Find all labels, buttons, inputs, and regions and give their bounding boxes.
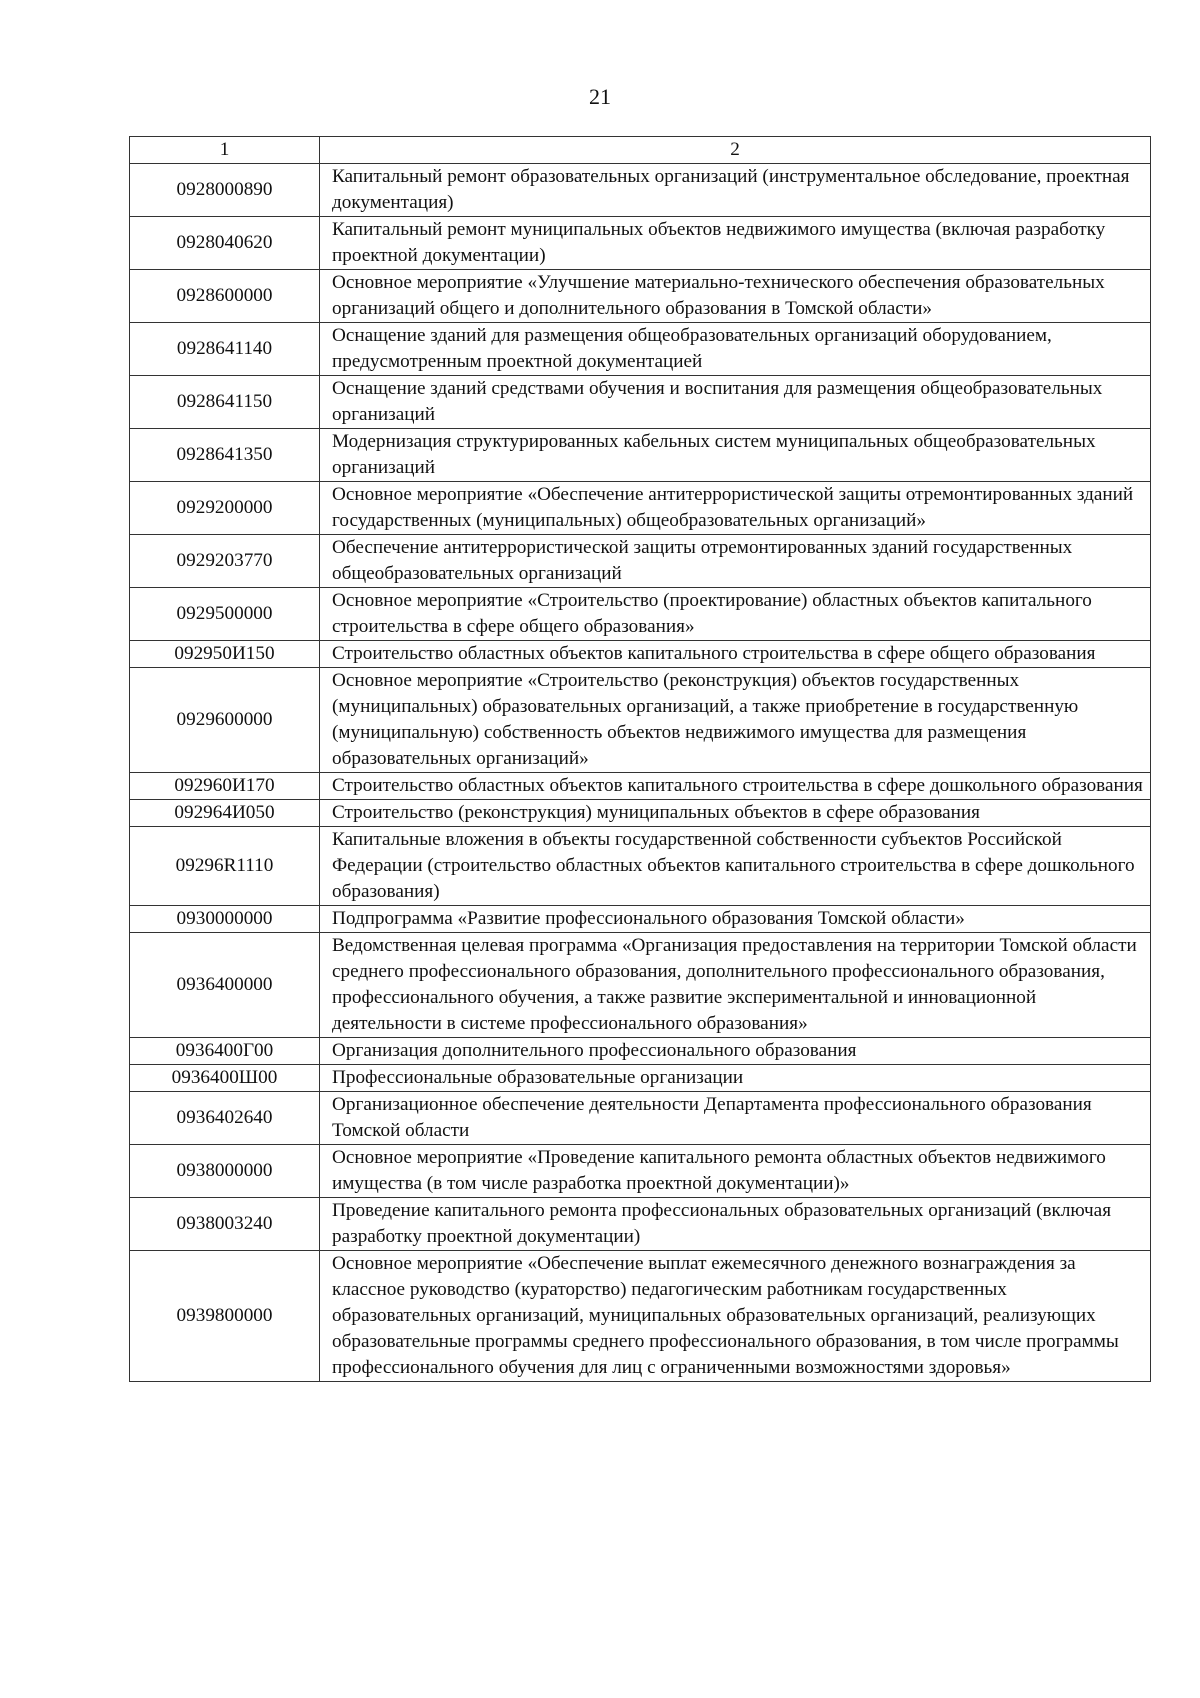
row-code: 09296R1110 <box>130 827 320 906</box>
row-code: 0929200000 <box>130 482 320 535</box>
table-row <box>130 429 1151 482</box>
table-row <box>130 1038 1151 1065</box>
table-row <box>130 535 1151 588</box>
column-header-code: 1 <box>130 137 320 164</box>
table-row <box>130 668 1151 773</box>
page-number: 21 <box>589 84 611 109</box>
row-name: Ведомственная целевая программа «Организация предоставления на территории Томской области среднего профессионального образования, дополнительного профессионального образования, профессионального обучения, а также развитие экспериментальной и инновационной деятельности в системе профессионального образования» <box>320 933 1151 1038</box>
table-row <box>130 1065 1151 1092</box>
table-row <box>130 800 1151 827</box>
row-code: 0938003240 <box>130 1198 320 1251</box>
table-row <box>130 827 1151 906</box>
table-row <box>130 376 1151 429</box>
table-row <box>130 641 1151 668</box>
row-code: 0939800000 <box>130 1251 320 1382</box>
table-row <box>130 164 1151 217</box>
row-code: 0929600000 <box>130 668 320 773</box>
row-name: Оснащение зданий для размещения общеобразовательных организаций оборудованием, предусмотренным проектной документацией <box>320 323 1151 376</box>
row-code: 0938000000 <box>130 1145 320 1198</box>
row-code: 092964И050 <box>130 800 320 827</box>
row-name: Капитальные вложения в объекты государственной собственности субъектов Российской Федерации (строительство областных объектов капитального строительства в сфере дошкольного образования) <box>320 827 1151 906</box>
table-row <box>130 323 1151 376</box>
table-header-row <box>130 137 1151 164</box>
row-code: 0928000890 <box>130 164 320 217</box>
row-name: Оснащение зданий средствами обучения и воспитания для размещения общеобразовательных организаций <box>320 376 1151 429</box>
row-code: 0936400Ш00 <box>130 1065 320 1092</box>
column-header-name: 2 <box>320 137 1151 164</box>
row-code: 092950И150 <box>130 641 320 668</box>
row-name: Строительство (реконструкция) муниципальных объектов в сфере образования <box>320 800 1151 827</box>
table-row <box>130 482 1151 535</box>
row-code: 0928600000 <box>130 270 320 323</box>
row-name: Строительство областных объектов капитального строительства в сфере дошкольного образования <box>320 773 1151 800</box>
row-code: 0928641140 <box>130 323 320 376</box>
row-code: 092960И170 <box>130 773 320 800</box>
row-name: Капитальный ремонт образовательных организаций (инструментальное обследование, проектная документация) <box>320 164 1151 217</box>
row-name: Основное мероприятие «Проведение капитального ремонта областных объектов недвижимого имущества (в том числе разработка проектной документации)» <box>320 1145 1151 1198</box>
row-name: Основное мероприятие «Строительство (реконструкция) объектов государственных (муниципальных) образовательных организаций, а также приобретение в государственную (муниципальную) собственность объектов недвижимого имущества для размещения образовательных организаций» <box>320 668 1151 773</box>
row-name: Основное мероприятие «Улучшение материально-технического обеспечения образовательных организаций общего и дополнительного образования в Томской области» <box>320 270 1151 323</box>
table-row <box>130 588 1151 641</box>
row-code: 0929203770 <box>130 535 320 588</box>
row-code: 0936402640 <box>130 1092 320 1145</box>
row-code: 0928040620 <box>130 217 320 270</box>
row-name: Модернизация структурированных кабельных систем муниципальных общеобразовательных организаций <box>320 429 1151 482</box>
table-row <box>130 1198 1151 1251</box>
table-row <box>130 1145 1151 1198</box>
table-row <box>130 933 1151 1038</box>
row-code: 0929500000 <box>130 588 320 641</box>
row-code: 0930000000 <box>130 906 320 933</box>
budget-code-table <box>129 136 1151 1382</box>
row-name: Капитальный ремонт муниципальных объектов недвижимого имущества (включая разработку проектной документации) <box>320 217 1151 270</box>
row-name: Проведение капитального ремонта профессиональных образовательных организаций (включая разработку проектной документации) <box>320 1198 1151 1251</box>
row-name: Организация дополнительного профессионального образования <box>320 1038 1151 1065</box>
table-row <box>130 906 1151 933</box>
row-name: Строительство областных объектов капитального строительства в сфере общего образования <box>320 641 1151 668</box>
table-row <box>130 1251 1151 1382</box>
row-name: Основное мероприятие «Обеспечение антитеррористической защиты отремонтированных зданий государственных (муниципальных) общеобразовательных организаций» <box>320 482 1151 535</box>
row-code: 0936400000 <box>130 933 320 1038</box>
row-code: 0928641150 <box>130 376 320 429</box>
table-row <box>130 773 1151 800</box>
row-name: Обеспечение антитеррористической защиты отремонтированных зданий государственных общеобразовательных организаций <box>320 535 1151 588</box>
row-name: Основное мероприятие «Обеспечение выплат ежемесячного денежного вознаграждения за классное руководство (кураторство) педагогическим работникам государственных образовательных организаций, муниципальных образовательных организаций, реализующих образовательные программы среднего профессионального образования, в том числе программы профессионального обучения для лиц с ограниченными возможностями здоровья» <box>320 1251 1151 1382</box>
row-name: Профессиональные образовательные организации <box>320 1065 1151 1092</box>
row-name: Основное мероприятие «Строительство (проектирование) областных объектов капитального строительства в сфере общего образования» <box>320 588 1151 641</box>
table-row <box>130 270 1151 323</box>
table-row <box>130 217 1151 270</box>
row-code: 0928641350 <box>130 429 320 482</box>
row-name: Организационное обеспечение деятельности Департамента профессионального образования Томской области <box>320 1092 1151 1145</box>
table-row <box>130 1092 1151 1145</box>
row-name: Подпрограмма «Развитие профессионального образования Томской области» <box>320 906 1151 933</box>
row-code: 0936400Г00 <box>130 1038 320 1065</box>
